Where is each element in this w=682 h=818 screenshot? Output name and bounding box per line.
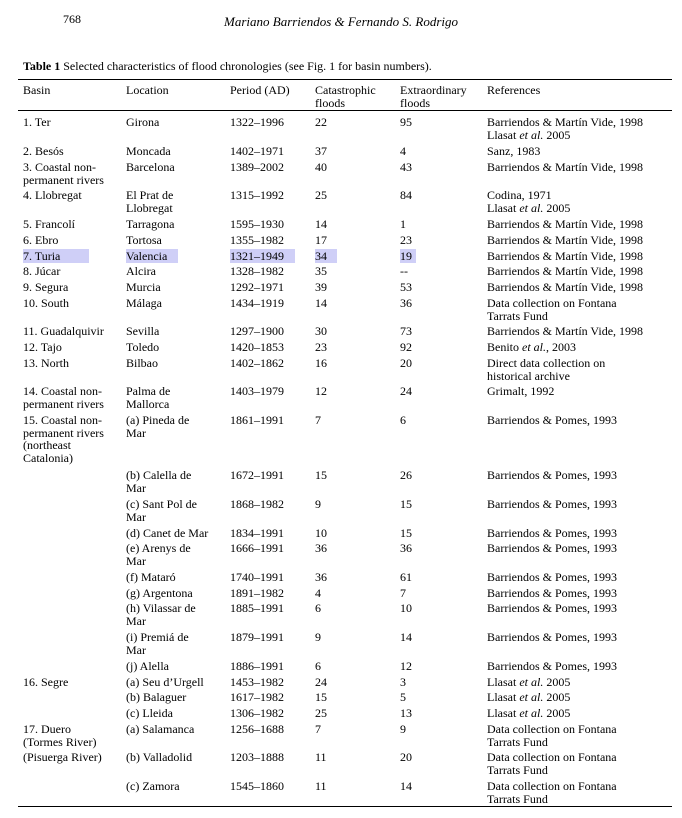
- table-cell-references: Barriendos & Pomes, 1993: [487, 497, 617, 511]
- table-cell-catastrophic-floods: 15: [315, 468, 327, 482]
- table-cell-period: 1322–1996: [230, 115, 284, 129]
- table-cell-references: Benito et al., 2003: [487, 340, 576, 354]
- table-cell-extraordinary-floods: 84: [400, 188, 412, 202]
- table-cell-period: 1292–1971: [230, 280, 284, 294]
- table-cell-references: Barriendos & Pomes, 1993: [487, 526, 617, 540]
- table-caption-label: Table 1: [23, 59, 61, 73]
- table-cell-location: (d) Canet de Mar: [126, 526, 209, 540]
- table-cell-location: (c) Sant Pol de Mar: [126, 497, 197, 524]
- table-bottom-rule: [18, 806, 672, 807]
- table-cell-catastrophic-floods: 25: [315, 188, 327, 202]
- table-cell-references: Data collection on Fontana Tarrats Fund: [487, 779, 617, 806]
- table-cell-period: 1861–1991: [230, 413, 284, 427]
- table-cell-location: Tarragona: [126, 217, 175, 231]
- table-cell-location: (a) Pineda de Mar: [126, 413, 190, 440]
- table-cell-extraordinary-floods: 24: [400, 384, 412, 398]
- table-cell-location: (b) Balaguer: [126, 690, 187, 704]
- table-cell-location: Bilbao: [126, 356, 158, 370]
- table-cell-period: 1402–1971: [230, 144, 284, 158]
- table-cell-period: 1402–1862: [230, 356, 284, 370]
- table-cell-period: 1879–1991: [230, 630, 284, 644]
- column-header-references: References: [487, 83, 541, 97]
- table-cell-catastrophic-floods: 23: [315, 340, 327, 354]
- table-cell-extraordinary-floods: 61: [400, 570, 412, 584]
- table-cell-references: Barriendos & Pomes, 1993: [487, 659, 617, 673]
- table-cell-catastrophic-floods: 40: [315, 160, 327, 174]
- table-cell-extraordinary-floods: 20: [400, 750, 412, 764]
- table-cell-references: Barriendos & Martín Vide, 1998 Llasat et al. 2005: [487, 115, 644, 142]
- table-cell-extraordinary-floods: 36: [400, 296, 412, 310]
- table-cell-location: Valencia: [126, 249, 168, 263]
- table-cell-catastrophic-floods: 14: [315, 296, 327, 310]
- table-cell-references: Barriendos & Pomes, 1993: [487, 630, 617, 644]
- table-cell-catastrophic-floods: 37: [315, 144, 327, 158]
- column-header-location: Location: [126, 83, 169, 97]
- table-cell-extraordinary-floods: 15: [400, 526, 412, 540]
- table-cell-extraordinary-floods: 14: [400, 630, 412, 644]
- table-cell-location: (h) Vilassar de Mar: [126, 601, 196, 628]
- table-cell-references: Barriendos & Pomes, 1993: [487, 586, 617, 600]
- table-cell-catastrophic-floods: 24: [315, 675, 327, 689]
- table-cell-basin: 15. Coastal non- permanent rivers (northeast Catalonia): [23, 413, 104, 465]
- table-cell-period: 1595–1930: [230, 217, 284, 231]
- table-cell-basin: 10. South: [23, 296, 70, 310]
- table-cell-period: 1545–1860: [230, 779, 284, 793]
- table-cell-period: 1834–1991: [230, 526, 284, 540]
- table-cell-period: 1672–1991: [230, 468, 284, 482]
- column-header-catastrophic-floods: Catastrophic floods: [315, 83, 376, 110]
- table-cell-extraordinary-floods: 36: [400, 541, 412, 555]
- table-cell-period: 1617–1982: [230, 690, 284, 704]
- table-cell-catastrophic-floods: 4: [315, 586, 321, 600]
- table-caption: [23, 59, 432, 74]
- table-cell-references: Llasat et al. 2005: [487, 706, 571, 720]
- table-cell-extraordinary-floods: 43: [400, 160, 412, 174]
- table-cell-extraordinary-floods: 26: [400, 468, 412, 482]
- table-cell-period: 1666–1991: [230, 541, 284, 555]
- table-cell-period: 1403–1979: [230, 384, 284, 398]
- table-cell-location: Málaga: [126, 296, 162, 310]
- table-cell-extraordinary-floods: --: [400, 264, 408, 278]
- table-cell-catastrophic-floods: 9: [315, 630, 321, 644]
- table-cell-location: (c) Lleida: [126, 706, 173, 720]
- table-cell-location: Barcelona: [126, 160, 175, 174]
- table-cell-basin: (Pisuerga River): [23, 750, 102, 764]
- table-cell-extraordinary-floods: 15: [400, 497, 412, 511]
- table-cell-period: 1740–1991: [230, 570, 284, 584]
- table-cell-basin: 1. Ter: [23, 115, 51, 129]
- table-cell-extraordinary-floods: 19: [400, 249, 412, 263]
- table-cell-period: 1434–1919: [230, 296, 284, 310]
- table-cell-location: Girona: [126, 115, 160, 129]
- table-cell-location: Tortosa: [126, 233, 162, 247]
- table-cell-period: 1886–1991: [230, 659, 284, 673]
- table-cell-basin: 17. Duero (Tormes River): [23, 722, 97, 749]
- table-cell-catastrophic-floods: 39: [315, 280, 327, 294]
- table-cell-references: Grimalt, 1992: [487, 384, 555, 398]
- table-cell-catastrophic-floods: 12: [315, 384, 327, 398]
- table-cell-references: Barriendos & Pomes, 1993: [487, 601, 617, 615]
- table-cell-catastrophic-floods: 7: [315, 413, 321, 427]
- page-number: 768: [63, 12, 81, 26]
- table-cell-period: 1256–1688: [230, 722, 284, 736]
- table-cell-basin: 14. Coastal non- permanent rivers: [23, 384, 104, 411]
- table-cell-extraordinary-floods: 4: [400, 144, 406, 158]
- table-cell-catastrophic-floods: 16: [315, 356, 327, 370]
- table-cell-catastrophic-floods: 36: [315, 541, 327, 555]
- table-cell-catastrophic-floods: 17: [315, 233, 327, 247]
- table-cell-basin: 4. Llobregat: [23, 188, 82, 202]
- table-cell-references: Llasat et al. 2005: [487, 690, 571, 704]
- table-cell-references: Barriendos & Pomes, 1993: [487, 570, 617, 584]
- table-cell-extraordinary-floods: 3: [400, 675, 406, 689]
- table-cell-basin: 3. Coastal non- permanent rivers: [23, 160, 104, 187]
- table-cell-basin: 6. Ebro: [23, 233, 59, 247]
- table-cell-period: 1389–2002: [230, 160, 284, 174]
- table-cell-period: 1328–1982: [230, 264, 284, 278]
- table-cell-references: Sanz, 1983: [487, 144, 541, 158]
- table-cell-references: Codina, 1971 Llasat et al. 2005: [487, 188, 571, 215]
- table-cell-period: 1420–1853: [230, 340, 284, 354]
- table-cell-references: Barriendos & Pomes, 1993: [487, 468, 617, 482]
- table-cell-period: 1453–1982: [230, 675, 284, 689]
- table-cell-references: Barriendos & Pomes, 1993: [487, 541, 617, 555]
- table-cell-references: Barriendos & Martín Vide, 1998: [487, 233, 644, 247]
- table-cell-catastrophic-floods: 6: [315, 601, 321, 615]
- table-cell-references: Barriendos & Pomes, 1993: [487, 413, 617, 427]
- table-cell-extraordinary-floods: 1: [400, 217, 406, 231]
- table-cell-references: Data collection on Fontana Tarrats Fund: [487, 722, 617, 749]
- table-cell-extraordinary-floods: 23: [400, 233, 412, 247]
- table-cell-basin: 5. Francolí: [23, 217, 75, 231]
- table-top-rule: [18, 79, 672, 80]
- table-cell-extraordinary-floods: 73: [400, 324, 412, 338]
- table-cell-period: 1868–1982: [230, 497, 284, 511]
- table-cell-location: Palma de Mallorca: [126, 384, 171, 411]
- table-cell-location: (a) Seu d’Urgell: [126, 675, 204, 689]
- table-cell-location: Sevilla: [126, 324, 160, 338]
- table-cell-basin: 9. Segura: [23, 280, 69, 294]
- table-cell-basin: 12. Tajo: [23, 340, 62, 354]
- table-cell-extraordinary-floods: 20: [400, 356, 412, 370]
- table-cell-extraordinary-floods: 53: [400, 280, 412, 294]
- table-cell-extraordinary-floods: 6: [400, 413, 406, 427]
- table-cell-catastrophic-floods: 34: [315, 249, 327, 263]
- table-cell-basin: 8. Júcar: [23, 264, 61, 278]
- table-cell-location: (c) Zamora: [126, 779, 180, 793]
- table-cell-location: (f) Mataró: [126, 570, 176, 584]
- table-cell-extraordinary-floods: 12: [400, 659, 412, 673]
- table-cell-basin: 16. Segre: [23, 675, 69, 689]
- table-cell-catastrophic-floods: 10: [315, 526, 327, 540]
- table-cell-catastrophic-floods: 14: [315, 217, 327, 231]
- table-cell-references: Barriendos & Martín Vide, 1998: [487, 324, 644, 338]
- table-caption-text: Selected characteristics of flood chronologies (see Fig. 1 for basin numbers).: [60, 59, 432, 73]
- column-header-basin: Basin: [23, 83, 51, 97]
- table-cell-extraordinary-floods: 14: [400, 779, 412, 793]
- table-cell-catastrophic-floods: 35: [315, 264, 327, 278]
- table-cell-location: Toledo: [126, 340, 160, 354]
- table-cell-basin: 13. North: [23, 356, 69, 370]
- table-cell-basin: 2. Besós: [23, 144, 64, 158]
- table-cell-extraordinary-floods: 92: [400, 340, 412, 354]
- table-cell-catastrophic-floods: 22: [315, 115, 327, 129]
- table-cell-period: 1321–1949: [230, 249, 284, 263]
- table-cell-references: Barriendos & Martín Vide, 1998: [487, 264, 644, 278]
- running-head: Mariano Barriendos & Fernando S. Rodrigo: [224, 14, 458, 29]
- table-cell-extraordinary-floods: 13: [400, 706, 412, 720]
- table-cell-extraordinary-floods: 10: [400, 601, 412, 615]
- table-header-rule: [18, 110, 672, 111]
- table-cell-period: 1885–1991: [230, 601, 284, 615]
- table-cell-location: (i) Premiá de Mar: [126, 630, 189, 657]
- table-cell-references: Llasat et al. 2005: [487, 675, 571, 689]
- table-cell-location: Alcira: [126, 264, 156, 278]
- table-cell-location: Moncada: [126, 144, 171, 158]
- column-header-extraordinary-floods: Extraordinary floods: [400, 83, 467, 110]
- table-cell-location: Murcia: [126, 280, 161, 294]
- table-cell-catastrophic-floods: 25: [315, 706, 327, 720]
- table-cell-references: Barriendos & Martín Vide, 1998: [487, 217, 644, 231]
- table-cell-catastrophic-floods: 36: [315, 570, 327, 584]
- table-cell-catastrophic-floods: 30: [315, 324, 327, 338]
- table-cell-period: 1297–1900: [230, 324, 284, 338]
- table-cell-catastrophic-floods: 15: [315, 690, 327, 704]
- table-cell-references: Barriendos & Martín Vide, 1998: [487, 249, 644, 263]
- table-cell-references: Barriendos & Martín Vide, 1998: [487, 160, 644, 174]
- table-cell-period: 1315–1992: [230, 188, 284, 202]
- table-cell-period: 1355–1982: [230, 233, 284, 247]
- table-cell-period: 1306–1982: [230, 706, 284, 720]
- table-cell-basin: 11. Guadalquivir: [23, 324, 104, 338]
- table-cell-period: 1891–1982: [230, 586, 284, 600]
- table-cell-extraordinary-floods: 5: [400, 690, 406, 704]
- table-cell-extraordinary-floods: 95: [400, 115, 412, 129]
- table-cell-location: (b) Valladolid: [126, 750, 193, 764]
- table-cell-period: 1203–1888: [230, 750, 284, 764]
- table-cell-catastrophic-floods: 9: [315, 497, 321, 511]
- table-cell-references: Direct data collection on historical archive: [487, 356, 606, 383]
- table-cell-catastrophic-floods: 7: [315, 722, 321, 736]
- table-cell-references: Data collection on Fontana Tarrats Fund: [487, 296, 617, 323]
- table-cell-location: (e) Arenys de Mar: [126, 541, 191, 568]
- table-cell-location: (b) Calella de Mar: [126, 468, 192, 495]
- table-cell-catastrophic-floods: 11: [315, 750, 327, 764]
- table-cell-location: El Prat de Llobregat: [126, 188, 174, 215]
- table-cell-references: Data collection on Fontana Tarrats Fund: [487, 750, 617, 777]
- table-cell-location: (g) Argentona: [126, 586, 193, 600]
- table-cell-location: (j) Alella: [126, 659, 169, 673]
- table-cell-references: Barriendos & Martín Vide, 1998: [487, 280, 644, 294]
- column-header-period: Period (AD): [230, 83, 290, 97]
- table-cell-basin: 7. Turia: [23, 249, 61, 263]
- table-cell-extraordinary-floods: 9: [400, 722, 406, 736]
- table-cell-location: (a) Salamanca: [126, 722, 195, 736]
- table-cell-extraordinary-floods: 7: [400, 586, 406, 600]
- table-cell-catastrophic-floods: 6: [315, 659, 321, 673]
- table-cell-catastrophic-floods: 11: [315, 779, 327, 793]
